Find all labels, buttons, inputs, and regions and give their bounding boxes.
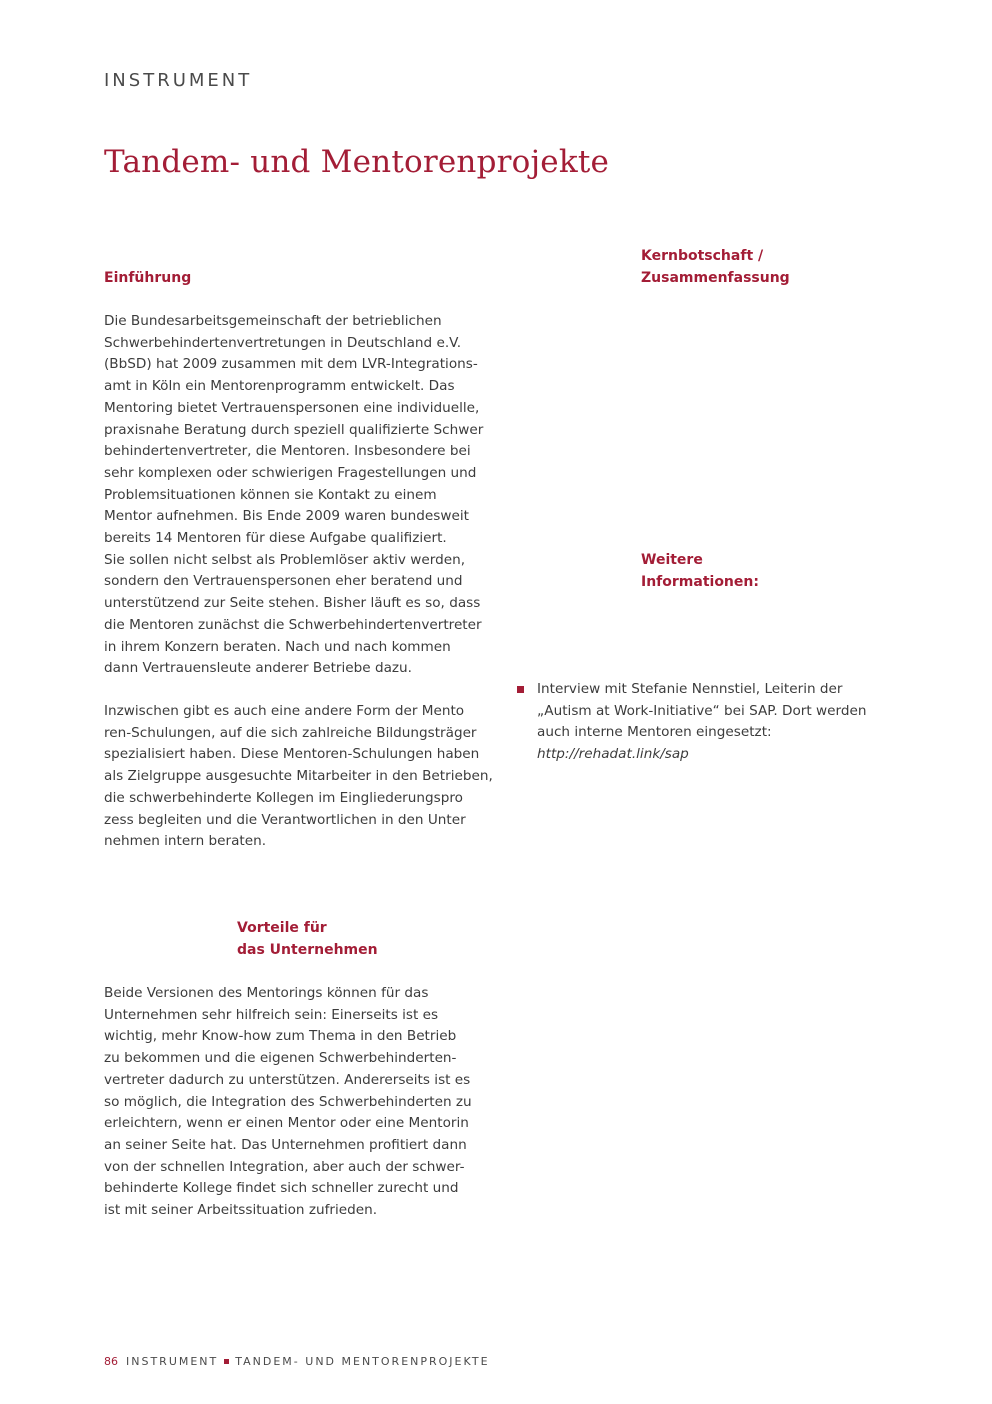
- section-kicker: INSTRUMENT: [104, 70, 253, 91]
- heading-kernbotschaft: Kernbotschaft / Zusammenfassung: [641, 248, 790, 286]
- paragraph-einfuehrung-1: Die Bundesarbeitsgemeinschaft der betrieblichen Schwerbehindertenvertretungen in Deutschland e.V. (BbSD) hat 2009 zusammen mit dem LVR-Integrations- amt in Köln ein Mentorenprogramm entwickelt. Das Mentoring bietet Vertrauenspersonen eine individuelle, praxisnahe Beratung durch speziell qualifizierte Schwer behindertenvertreter, die Mentoren. Insbesondere bei sehr komplexen oder schwierigen Fragestellungen und Problemsituationen können sie Kontakt zu einem Mentor aufnehmen. Bis Ende 2009 waren bundesweit bereits 14 Mentoren für diese Aufgabe qualifiziert. Sie sollen nicht selbst als Problemlöser aktiv werden, sondern den Vertrauenspersonen eher beratend und unterstützend zur Seite stehen. Bisher läuft es so, dass die Mentoren zunächst die Schwerbehindertenvertreter in ihrem Konzern beraten. Nach und nach kommen dann Vertrauensleute anderer Betriebe dazu.: [104, 313, 484, 677]
- footer-title: TANDEM- UND MENTORENPROJEKTE: [235, 1355, 490, 1368]
- square-separator-icon: [224, 1359, 229, 1364]
- page-footer: [104, 1355, 490, 1368]
- square-bullet-icon: [517, 686, 524, 693]
- paragraph-einfuehrung-2: Inzwischen gibt es auch eine andere Form der Mento ren-Schulungen, auf die sich zahlreiche Bildungsträger spezialisiert haben. Diese Mentoren-Schulungen haben als Zielgruppe ausgesuchte Mitarbeiter in den Betrieben, die schwerbehinderte Kollegen im Eingliederungspro zess begleiten und die Verantwortlichen in den Unter nehmen intern beraten.: [104, 703, 493, 850]
- heading-einfuehrung: Einführung: [104, 270, 192, 286]
- page-number: 86: [104, 1355, 118, 1368]
- heading-weitere-informationen: Weitere Informationen:: [641, 552, 759, 590]
- list-item-text: Interview mit Stefanie Nennstiel, Leiterin der „Autism at Work-Initiative“ bei SAP. Dort werden auch interne Mentoren eingesetzt:: [537, 681, 867, 741]
- heading-vorteile: Vorteile für das Unternehmen: [237, 920, 378, 958]
- list-item: [517, 679, 877, 766]
- page-title: Tandem- und Mentorenprojekte: [104, 144, 610, 180]
- paragraph-vorteile: Beide Versionen des Mentorings können für das Unternehmen sehr hilfreich sein: Einerseits ist es wichtig, mehr Know-how zum Thema in den Betrieb zu bekommen und die eigenen Schwerbehinderten- vertreter dadurch zu unterstützen. Andererseits ist es so möglich, die Integration des Schwerbehinderten zu erleichtern, wenn er einen Mentor oder eine Mentorin an seiner Seite hat. Das Unternehmen profitiert dann von der schnellen Integration, aber auch der schwer- behinderte Kollege findet sich schneller zurecht und ist mit seiner Arbeitssituation zufrieden.: [104, 985, 472, 1219]
- info-list: [517, 679, 877, 766]
- footer-section: INSTRUMENT: [126, 1355, 219, 1368]
- info-link[interactable]: http://rehadat.link/sap: [537, 746, 689, 763]
